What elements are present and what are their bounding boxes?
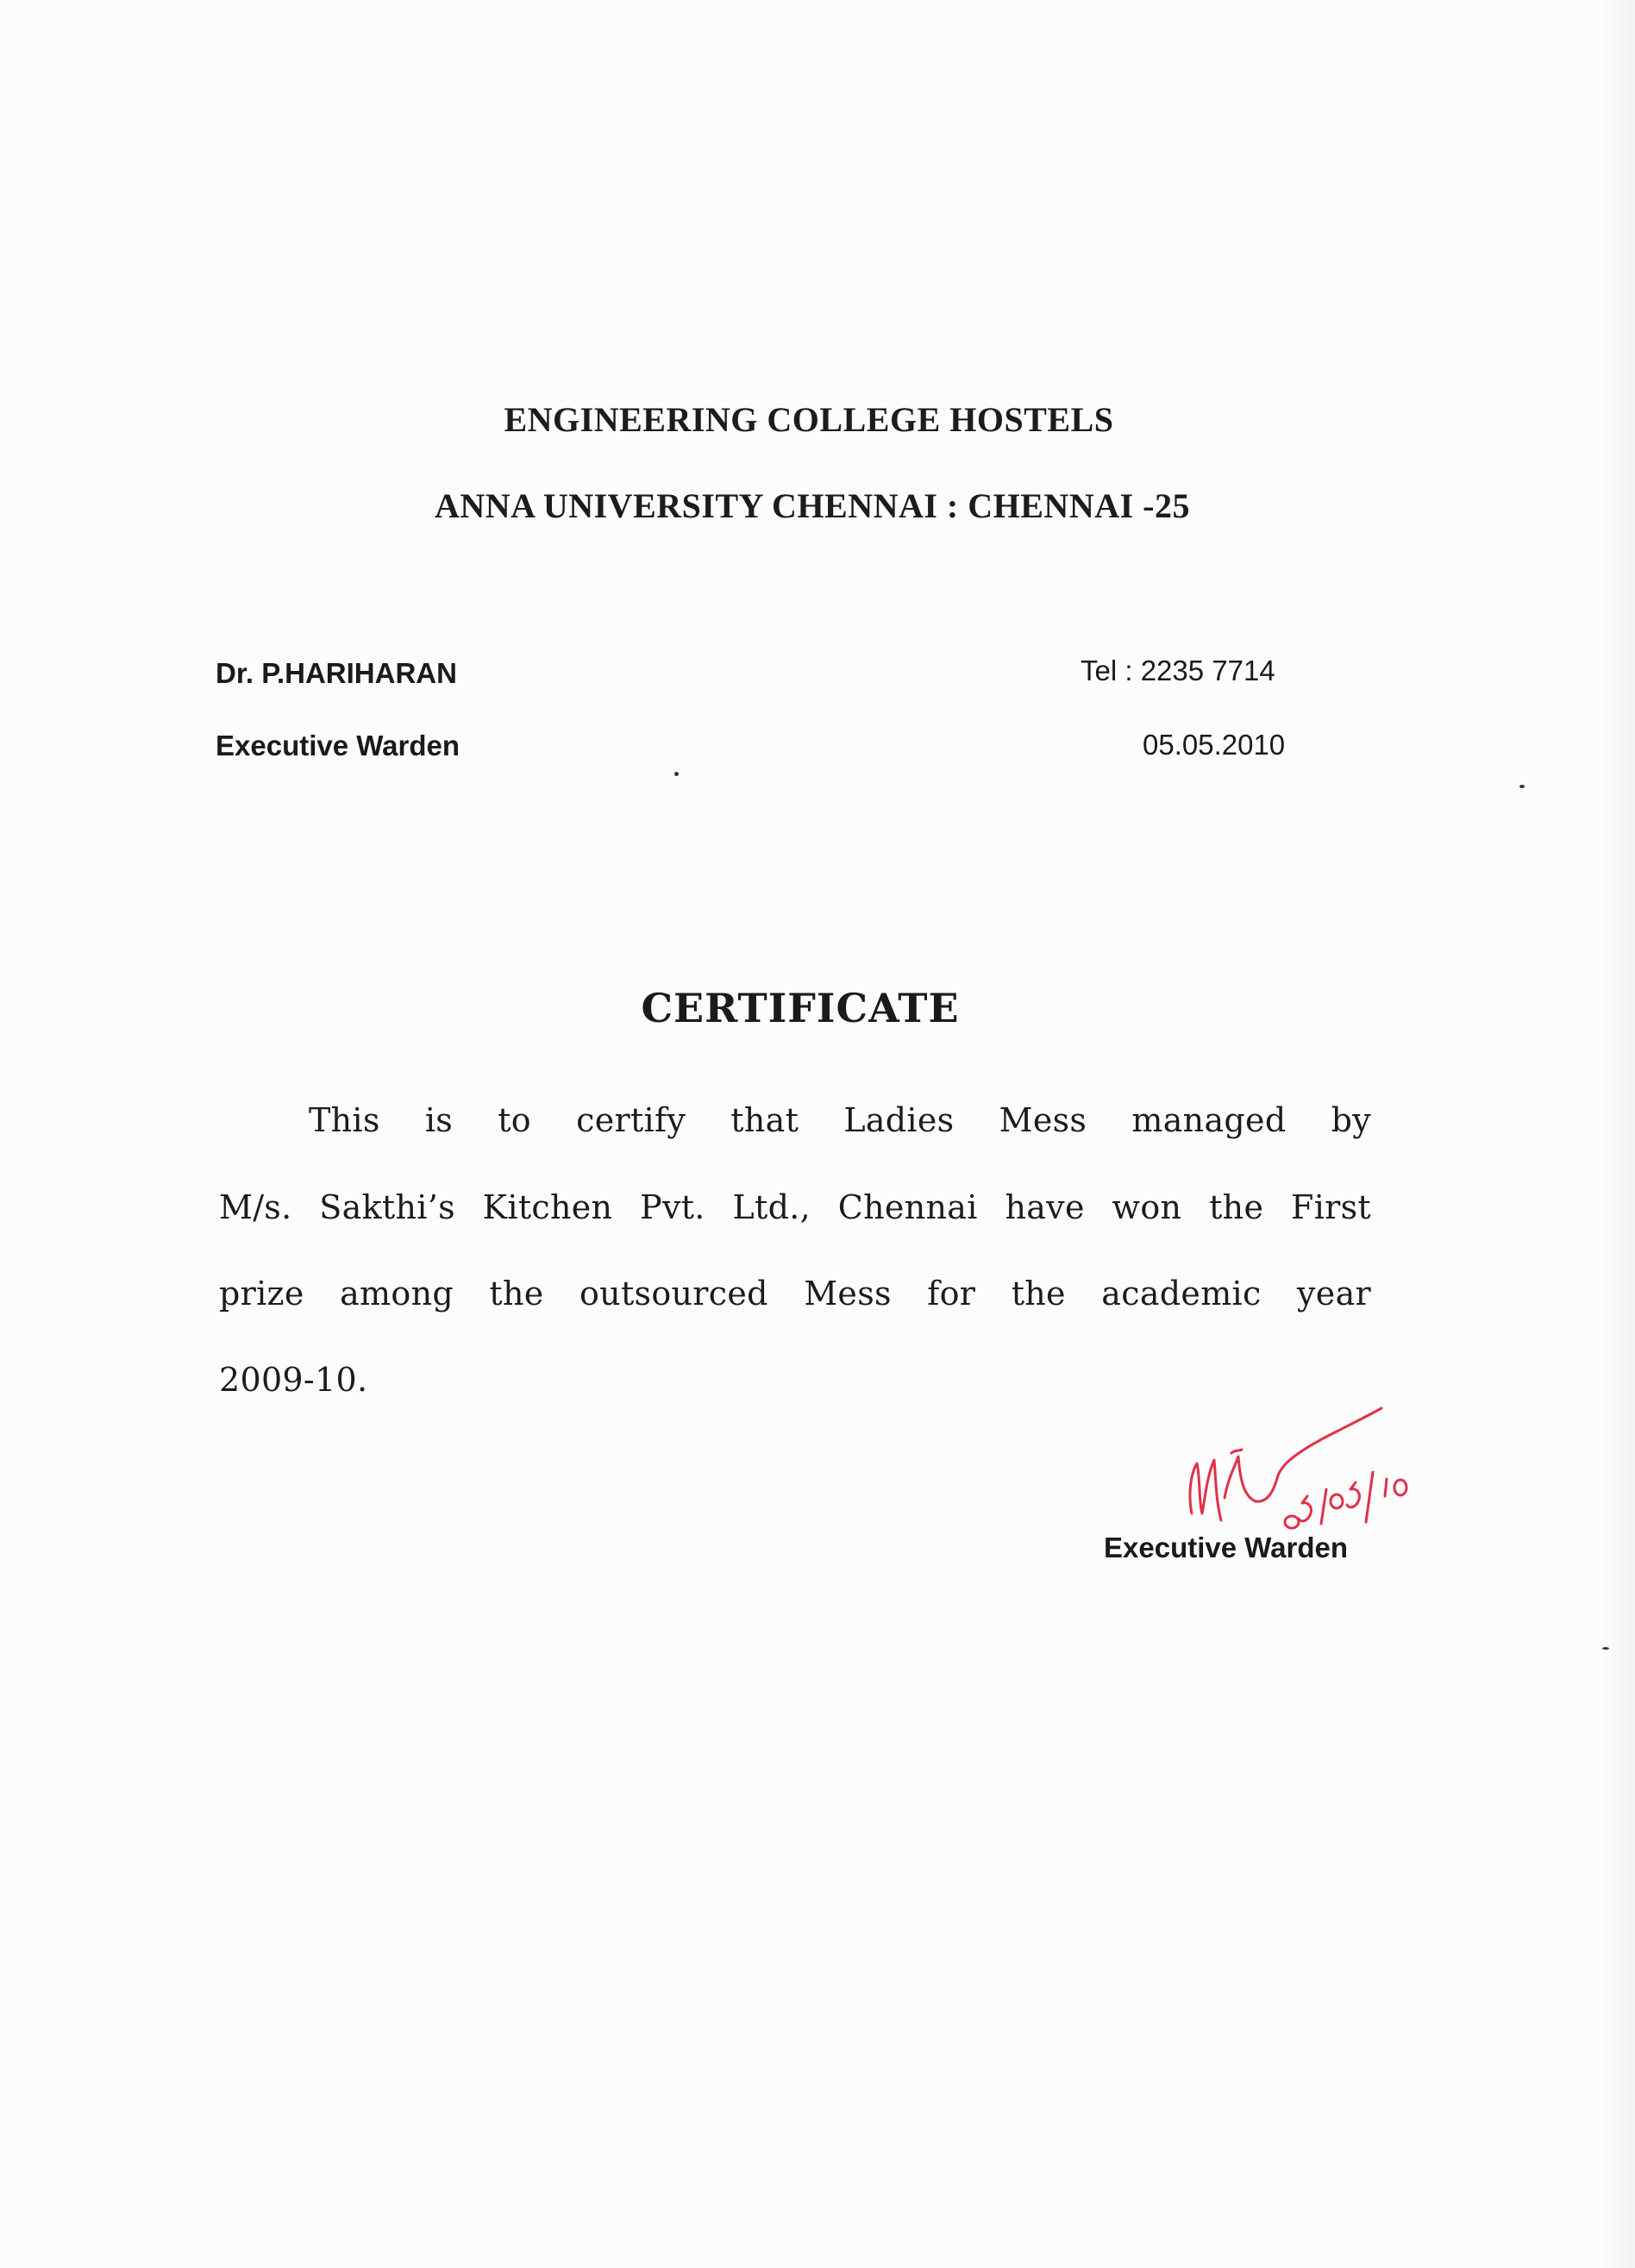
paper-speck (1519, 785, 1525, 788)
paper-speck (1602, 1647, 1609, 1650)
sender-title: Executive Warden (216, 730, 460, 761)
signatory-role: Executive Warden (1104, 1532, 1349, 1563)
institution-heading: ENGINEERING COLLEGE HOSTELS (504, 400, 1114, 439)
paper-edge (1597, 0, 1635, 2268)
letter-date: 05.05.2010 (1143, 729, 1286, 761)
certificate-body-line-4: 2009-10. (219, 1361, 368, 1399)
certificate-body-line-3: prize among the outsourced Mess for the academic year (219, 1275, 1371, 1313)
telephone-number: Tel : 2235 7714 (1081, 655, 1275, 686)
handwritten-signature (1181, 1393, 1440, 1539)
institution-address: ANNA UNIVERSITY CHENNAI : CHENNAI -25 (435, 486, 1190, 525)
certificate-body-line-1: This is to certify that Ladies Mess managed by (309, 1101, 1371, 1139)
certificate-body-line-2: M/s. Sakthi’s Kitchen Pvt. Ltd., Chennai have won the First (219, 1188, 1371, 1226)
paper-speck (674, 772, 679, 776)
sender-name: Dr. P.HARIHARAN (216, 657, 457, 689)
certificate-heading: CERTIFICATE (641, 985, 960, 1031)
